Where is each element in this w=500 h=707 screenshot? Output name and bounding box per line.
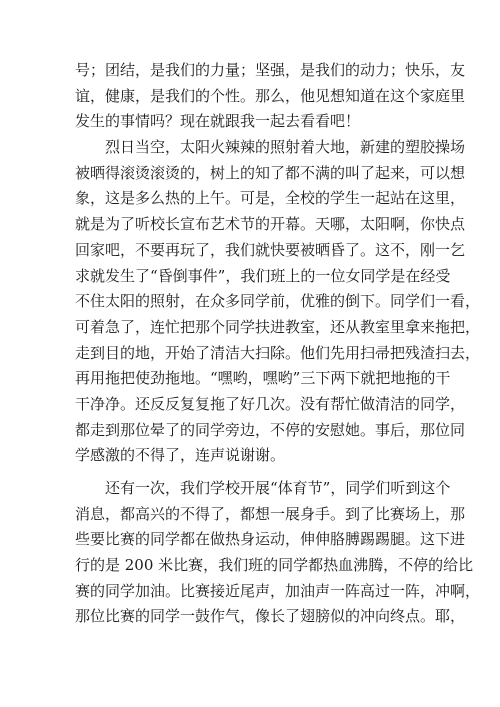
text-line: 消息，都高兴的不得了，都想一展身手。到了比赛场上，那 [75,504,466,523]
text-line: 行的是 200 米比赛，我们班的同学都热血沸腾，不停的给比 [75,556,474,575]
text-line: 那位比赛的同学一鼓作气，像长了翅膀似的冲向终点。耶， [75,607,466,626]
body-text [75,58,481,630]
text-line: 谊，健康，是我们的个性。那么，他见想知道在这个家庭里 [75,86,466,105]
text-line: 号；团结，是我们的力量；坚强，是我们的动力；快乐，友 [75,61,466,79]
text-line: 烈日当空，太阳火辣辣的照射着大地，新建的塑胶操场 [105,138,466,157]
text-line: 不住太阳的照射，在众多同学前，优雅的倒下。同学们一看， [75,292,481,311]
paragraph-3 [75,476,481,630]
text-line: 可着急了，连忙把那个同学扶进教室，还从教室里拿来拖把， [75,317,481,336]
paragraph-2 [75,135,481,469]
text-line: 干净净。还反反复复拖了好几次。没有帮忙做清洁的同学， [75,394,466,413]
text-line: 被晒得滚烫滚烫的，树上的知了都不满的叫了起来，可以想 [75,163,466,182]
text-line: 再用拖把使劲拖地。“嘿哟，嘿哟”三下两下就把地拖的干 [75,369,451,388]
text-line: 赛的同学加油。比赛接近尾声，加油声一阵高过一阵，冲啊， [75,581,481,600]
text-line: 求就发生了“昏倒事件”，我们班上的一位女同学是在经受 [75,266,451,285]
text-line: 发生的事情吗？现在就跟我一起去看看吧！ [75,112,361,131]
text-line: 学感激的不得了，连声说谢谢。 [75,446,286,465]
text-line: 走到目的地，开始了清洁大扫除。他们先用扫帚把残渣扫去， [75,343,481,362]
text-line: 就是为了听校长宣布艺术节的开幕。天哪，太阳啊，你快点 [75,215,466,234]
text-line: 都走到那位晕了的同学旁边，不停的安慰她。事后，那位同 [75,420,466,439]
text-line: 还有一次，我们学校开展“体育节”，同学们听到这个 [105,479,451,497]
paragraph-1 [75,58,466,135]
text-line: 回家吧，不要再玩了，我们就快要被晒昏了。这不，刚一乞 [75,240,466,259]
text-line: 象，这是多么热的上午。可是，全校的学生一起站在这里， [75,189,466,208]
text-line: 些要比赛的同学都在做热身运动，伸伸胳膊踢踢腿。这下进 [75,530,466,549]
